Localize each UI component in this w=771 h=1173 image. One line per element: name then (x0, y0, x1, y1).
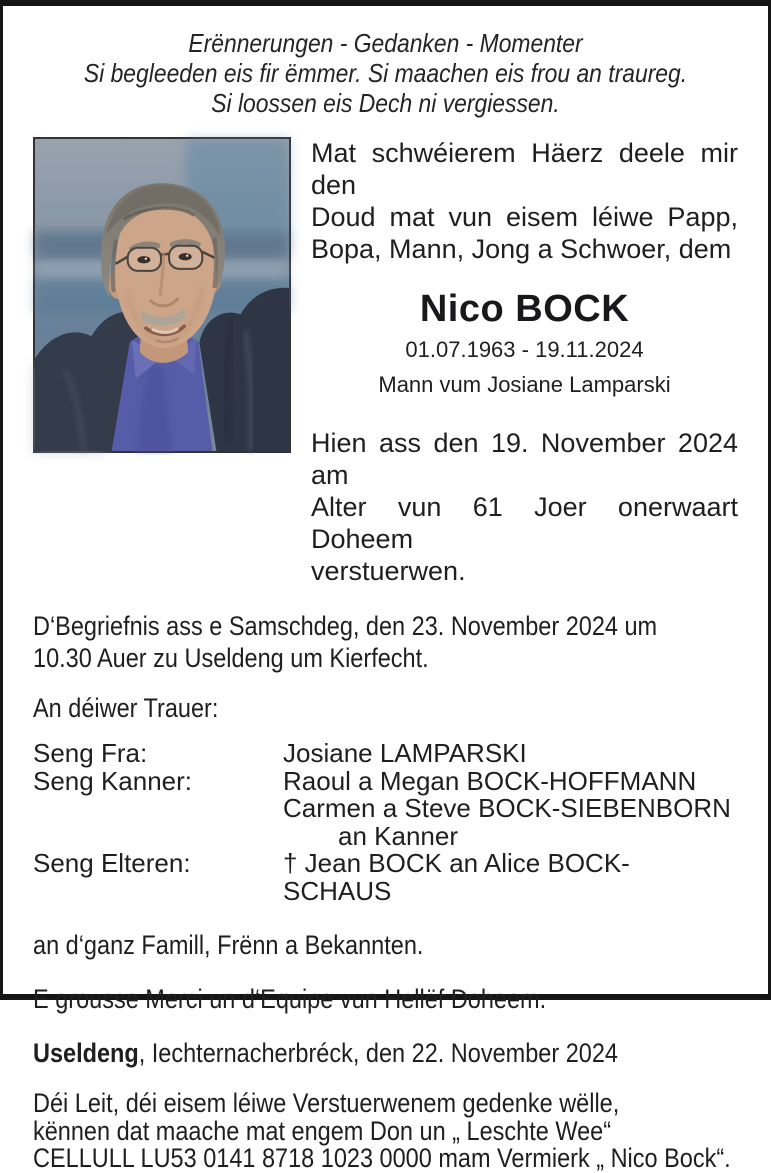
donation-line: kënnen dat maache mat engem Don un „ Leschte Wee“ (33, 1115, 612, 1146)
donation-line: Déi Leit, déi eisem léiwe Verstuerwenem gedenke wëlle, (33, 1088, 620, 1118)
funeral-line: 10.30 Auer zu Useldeng um Kierfecht. (33, 643, 429, 673)
family-row (33, 740, 738, 768)
dateline-rest: , Iechternacherbréck, den 22. November 2024 (138, 1038, 618, 1068)
family-row (33, 765, 738, 796)
family-value: † Jean BOCK an Alice BOCK-SCHAUS (283, 848, 630, 906)
portrait-photo (33, 137, 291, 453)
death-paragraph (311, 427, 738, 587)
intro-line: Bopa, Mann, Jong a Schwoer, dem (311, 234, 732, 264)
portrait-illustration (35, 139, 289, 451)
family-list (33, 740, 738, 905)
donation-paragraph (33, 1090, 738, 1173)
intro-paragraph (311, 137, 738, 265)
announcement-column (311, 137, 738, 587)
death-line: Hien ass den 19. November 2024 am (311, 428, 738, 490)
donation-line: CELLULL LU53 0141 8718 1023 0000 mam Vermierk „ Nico Bock“. (33, 1143, 731, 1173)
epigraph-line: Si loossen eis Dech ni vergiessen. (211, 88, 560, 118)
dateline (33, 1038, 738, 1068)
dateline-place: Useldeng (33, 1038, 139, 1068)
family-row (33, 795, 738, 823)
family-row (33, 820, 738, 851)
thanks-line: E grousse Merci un d‘Equipe vun Hellëf Doheem. (33, 984, 547, 1014)
main-section (33, 137, 738, 587)
funeral-info (33, 610, 738, 674)
family-label (33, 823, 283, 851)
family-row (33, 850, 738, 905)
family-value: an Kanner (338, 820, 458, 851)
family-label: Seng Elteren: (33, 848, 191, 878)
spouse-line: Mann vum Josiane Lamparski (378, 372, 671, 397)
epigraph-line: Si begleeden eis fir ëmmer. Si maachen eis frou an traureg. (83, 58, 688, 88)
life-dates: 01.07.1963 - 19.11.2024 (405, 337, 644, 362)
family-value: Carmen a Steve BOCK-SIEBENBORN (283, 793, 731, 823)
family-label: Seng Kanner: (33, 765, 193, 796)
mourning-intro: An déiwer Trauer: (33, 693, 219, 723)
death-line: Alter vun 61 Joer onerwaart Doheem (311, 492, 738, 554)
family-value: Raoul a Megan BOCK-HOFFMANN (283, 765, 697, 796)
funeral-line: D‘Begriefnis ass e Samschdeg, den 23. November 2024 um (33, 611, 658, 641)
intro-line: Mat schwéierem Häerz deele mir den (311, 138, 738, 200)
epigraph (75, 28, 695, 118)
deceased-name: Nico BOCK (419, 288, 630, 330)
intro-line: Doud mat vun eisem léiwe Papp, (311, 202, 738, 232)
epigraph-line: Erënnerungen - Gedanken - Momenter (188, 28, 583, 58)
family-closing: an d‘ganz Famill, Frënn a Bekannten. (33, 930, 424, 960)
death-line: verstuerwen. (311, 556, 466, 586)
family-value: Josiane LAMPARSKI (283, 738, 527, 768)
family-label (33, 795, 283, 823)
family-label: Seng Fra: (33, 738, 148, 768)
